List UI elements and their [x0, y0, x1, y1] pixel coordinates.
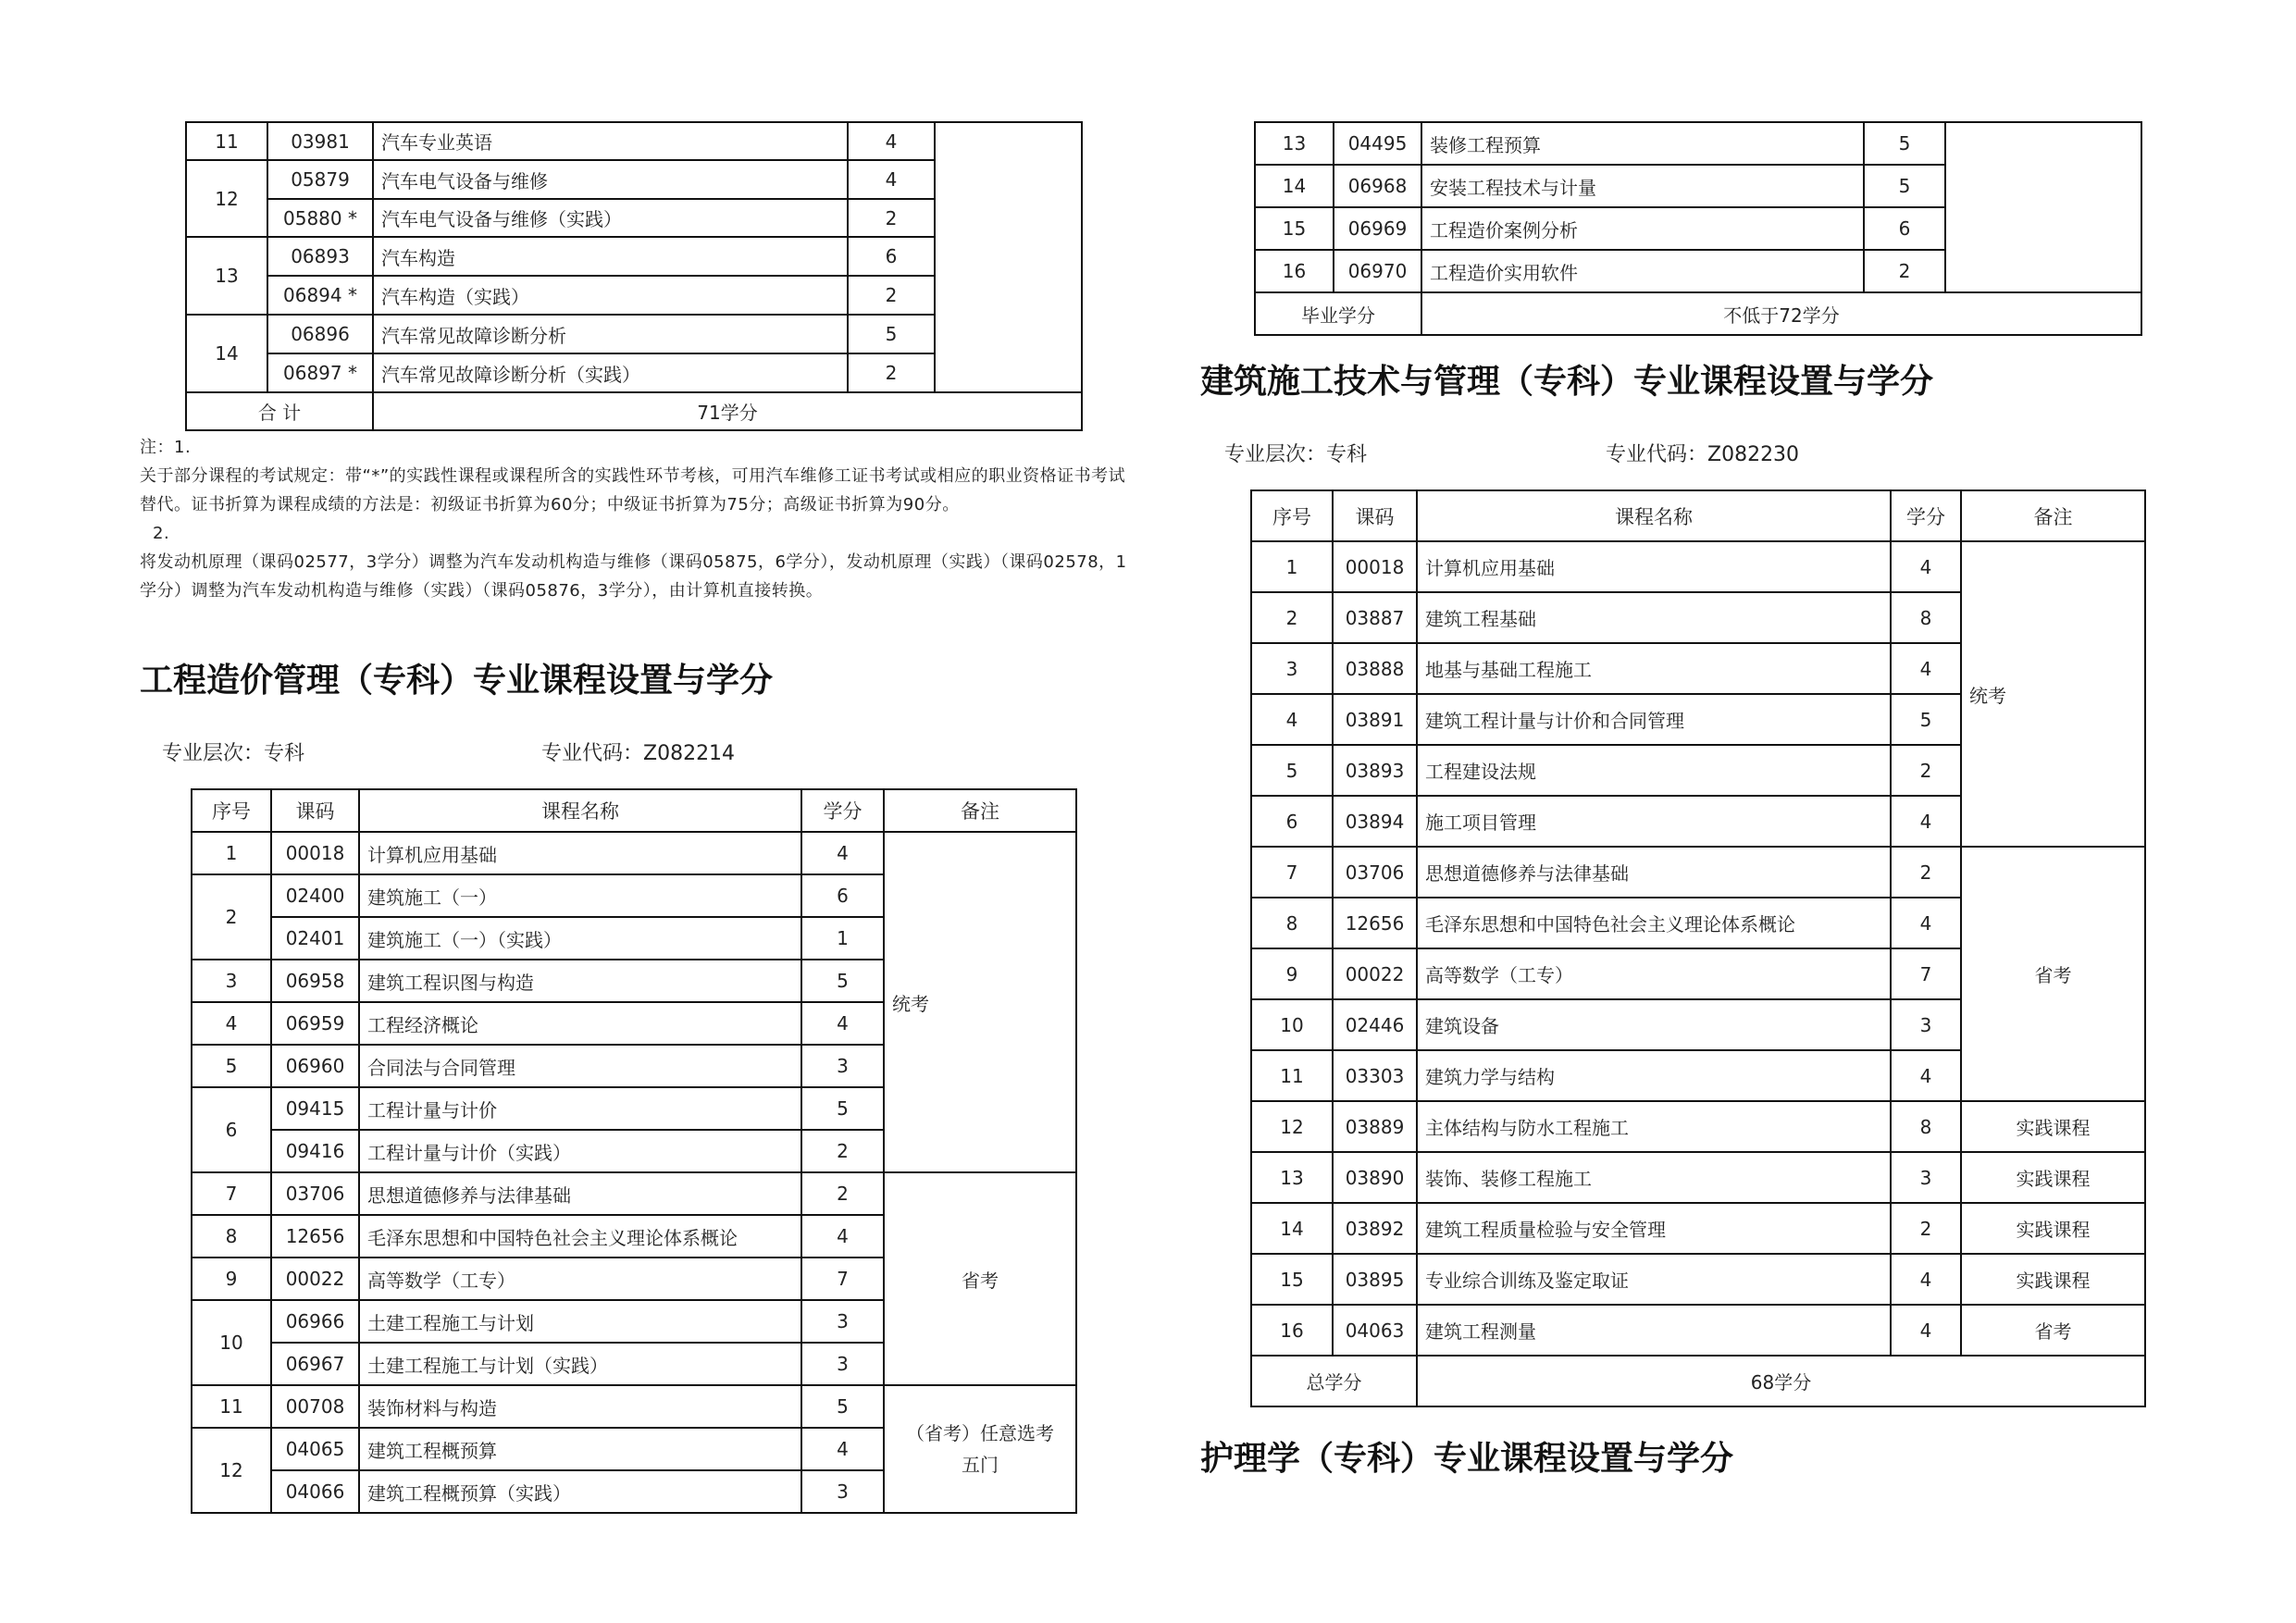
- table-row: [1251, 1101, 2145, 1152]
- row-no: 9: [192, 1258, 271, 1300]
- cost-mgmt-continued-table: [1254, 121, 2142, 336]
- course-code: 06969: [1334, 207, 1421, 250]
- course-name: 装修工程预算: [1421, 122, 1864, 165]
- row-no: 1: [192, 832, 271, 874]
- course-code: 04495: [1334, 122, 1421, 165]
- total-label: 总学分: [1251, 1356, 1417, 1406]
- major-level: 专业层次：专科: [1224, 443, 1368, 466]
- course-code: 06966: [271, 1300, 359, 1343]
- row-no: 7: [1251, 847, 1333, 898]
- row-no: 10: [1251, 999, 1333, 1050]
- course-code: 09415: [271, 1087, 359, 1130]
- course-name: 汽车电气设备与维修: [373, 160, 848, 199]
- credits: 5: [1864, 122, 1945, 165]
- course-name: 工程造价实用软件: [1421, 250, 1864, 292]
- table-row: [1251, 847, 2145, 898]
- header-no: 序号: [1251, 490, 1333, 541]
- course-code: 03891: [1333, 694, 1417, 745]
- remark-provincial-exam: 省考: [884, 1172, 1076, 1385]
- table-row: [1251, 1254, 2145, 1305]
- row-no: 13: [1255, 122, 1334, 165]
- course-name: 毛泽东思想和中国特色社会主义理论体系概论: [359, 1215, 801, 1258]
- course-code: 06894 *: [267, 276, 373, 315]
- remark-practical: 实践课程: [1961, 1254, 2145, 1305]
- course-name: 计算机应用基础: [359, 832, 801, 874]
- course-code: 03894: [1333, 796, 1417, 847]
- course-name: 汽车电气设备与维修（实践）: [373, 199, 848, 237]
- course-code: 03892: [1333, 1203, 1417, 1254]
- course-code: 06893: [267, 237, 373, 276]
- credits: 2: [801, 1172, 884, 1215]
- credits: 1: [801, 917, 884, 960]
- note-2-label: 2.: [153, 524, 170, 543]
- credits: 5: [801, 1385, 884, 1428]
- course-code: 03893: [1333, 745, 1417, 796]
- course-code: 02446: [1333, 999, 1417, 1050]
- course-name: 安装工程技术与计量: [1421, 165, 1864, 207]
- row-no: 9: [1251, 948, 1333, 999]
- credits: 3: [801, 1300, 884, 1343]
- course-name: 建筑工程识图与构造: [359, 960, 801, 1002]
- row-no: 5: [1251, 745, 1333, 796]
- credits: 6: [1864, 207, 1945, 250]
- credits: 3: [801, 1470, 884, 1513]
- credits: 7: [1891, 948, 1961, 999]
- credits: 4: [1891, 1254, 1961, 1305]
- section-title-nursing: 护理学（专科）专业课程设置与学分: [1200, 1439, 1734, 1478]
- row-no: 4: [192, 1002, 271, 1045]
- course-code: 02401: [271, 917, 359, 960]
- note-1-label: 注：1.: [140, 438, 192, 457]
- row-no: 8: [1251, 898, 1333, 948]
- course-code: 06896: [267, 315, 373, 353]
- credits: 2: [848, 199, 935, 237]
- major-level: 专业层次：专科: [162, 742, 305, 765]
- course-name: 汽车常见故障诊断分析（实践）: [373, 353, 848, 392]
- credits: 4: [1891, 796, 1961, 847]
- course-name: 汽车专业英语: [373, 122, 848, 160]
- credits: 6: [848, 237, 935, 276]
- course-code: 06960: [271, 1045, 359, 1087]
- course-code: 06958: [271, 960, 359, 1002]
- credits: 3: [801, 1045, 884, 1087]
- course-code: 06897 *: [267, 353, 373, 392]
- course-code: 00018: [1333, 541, 1417, 592]
- credits: 8: [1891, 592, 1961, 643]
- row-no: 8: [192, 1215, 271, 1258]
- course-name: 计算机应用基础: [1417, 541, 1891, 592]
- course-code: 05880 *: [267, 199, 373, 237]
- total-row: [186, 392, 1082, 430]
- section-title-construction-mgmt: 建筑施工技术与管理（专科）专业课程设置与学分: [1200, 362, 1934, 401]
- course-code: 06959: [271, 1002, 359, 1045]
- course-name: 装饰、装修工程施工: [1417, 1152, 1891, 1203]
- remark-practical: 实践课程: [1961, 1101, 2145, 1152]
- course-name: 高等数学（工专）: [1417, 948, 1891, 999]
- table-row: [1251, 1203, 2145, 1254]
- header-no: 序号: [192, 789, 271, 832]
- course-code: 00018: [271, 832, 359, 874]
- credits: 4: [848, 160, 935, 199]
- header-remark: 备注: [1961, 490, 2145, 541]
- course-name: 思想道德修养与法律基础: [1417, 847, 1891, 898]
- row-no: 12: [1251, 1101, 1333, 1152]
- row-no: 13: [186, 237, 267, 315]
- credits: 5: [1864, 165, 1945, 207]
- course-name: 毛泽东思想和中国特色社会主义理论体系概论: [1417, 898, 1891, 948]
- course-code: 02400: [271, 874, 359, 917]
- credits: 2: [1891, 745, 1961, 796]
- table-row: [1255, 122, 2141, 165]
- course-name: 土建工程施工与计划: [359, 1300, 801, 1343]
- credits: 2: [1891, 1203, 1961, 1254]
- row-no: 7: [192, 1172, 271, 1215]
- credits: 2: [1891, 847, 1961, 898]
- course-name: 合同法与合同管理: [359, 1045, 801, 1087]
- remark-practical: 实践课程: [1961, 1152, 2145, 1203]
- course-name: 工程计量与计价: [359, 1087, 801, 1130]
- course-code: 00022: [271, 1258, 359, 1300]
- row-no: 6: [192, 1087, 271, 1172]
- row-no: 16: [1251, 1305, 1333, 1356]
- course-code: 12656: [1333, 898, 1417, 948]
- table-row: [192, 1385, 1076, 1428]
- course-name: 汽车构造（实践）: [373, 276, 848, 315]
- table-row: [192, 1172, 1076, 1215]
- course-name: 工程经济概论: [359, 1002, 801, 1045]
- course-name: 施工项目管理: [1417, 796, 1891, 847]
- total-value: 68学分: [1417, 1356, 2145, 1406]
- credits: 2: [848, 276, 935, 315]
- row-no: 6: [1251, 796, 1333, 847]
- table-row: [186, 122, 1082, 160]
- credits: 8: [1891, 1101, 1961, 1152]
- note-1-text: 关于部分课程的考试规定：带“*”的实践性课程或课程所含的实践性环节考核，可用汽车维修工证书考试或相应的职业资格证书考试替代。证书折算为课程成绩的方法是：初级证书折算为60分；中级证书折算为75分；高级证书折算为90分。: [140, 466, 1126, 514]
- remark-unified-exam: 统考: [1961, 541, 2145, 847]
- course-name: 高等数学（工专）: [359, 1258, 801, 1300]
- remark-provincial: 省考: [1961, 1305, 2145, 1356]
- course-name: 建筑工程概预算: [359, 1428, 801, 1470]
- course-code: 06968: [1334, 165, 1421, 207]
- table-row: [1251, 1305, 2145, 1356]
- course-name: 建筑工程概预算（实践）: [359, 1470, 801, 1513]
- total-value: 不低于72学分: [1421, 292, 2141, 335]
- credits: 4: [1891, 898, 1961, 948]
- table-row: [1251, 1152, 2145, 1203]
- row-no: 13: [1251, 1152, 1333, 1203]
- credits: 2: [848, 353, 935, 392]
- row-no: 3: [1251, 643, 1333, 694]
- header-name: 课程名称: [359, 789, 801, 832]
- row-no: 1: [1251, 541, 1333, 592]
- table-header: [192, 789, 1076, 832]
- remark-cell: [1945, 122, 2141, 292]
- course-name: 建筑力学与结构: [1417, 1050, 1891, 1101]
- remark-elective: （省考）任意选考五门: [884, 1385, 1076, 1513]
- note-2-text: 将发动机原理（课码02577，3学分）调整为汽车发动机构造与维修（课码05875，6学分），发动机原理（实践）（课码02578，1学分）调整为汽车发动机构造与维修（实践）（课码05876，3学分），由计算机直接转换。: [140, 552, 1127, 601]
- row-no: 2: [192, 874, 271, 960]
- row-no: 14: [1251, 1203, 1333, 1254]
- credits: 4: [801, 1215, 884, 1258]
- credits: 6: [801, 874, 884, 917]
- row-no: 14: [186, 315, 267, 392]
- course-code: 03889: [1333, 1101, 1417, 1152]
- credits: 2: [1864, 250, 1945, 292]
- course-code: 04063: [1333, 1305, 1417, 1356]
- row-no: 15: [1251, 1254, 1333, 1305]
- credits: 5: [848, 315, 935, 353]
- credits: 3: [801, 1343, 884, 1385]
- section-title-cost-mgmt: 工程造价管理（专科）专业课程设置与学分: [140, 661, 774, 700]
- remark-provincial-exam: 省考: [1961, 847, 2145, 1101]
- table-row: [192, 832, 1076, 874]
- course-code: 03706: [271, 1172, 359, 1215]
- total-label: 毕业学分: [1255, 292, 1421, 335]
- cost-mgmt-course-table: [191, 788, 1077, 1514]
- row-no: 12: [192, 1428, 271, 1513]
- credits: 2: [801, 1130, 884, 1172]
- course-name: 建筑施工（一）（实践）: [359, 917, 801, 960]
- course-name: 建筑工程质量检验与安全管理: [1417, 1203, 1891, 1254]
- row-no: 12: [186, 160, 267, 237]
- course-name: 建筑施工（一）: [359, 874, 801, 917]
- row-no: 11: [192, 1385, 271, 1428]
- course-name: 汽车常见故障诊断分析: [373, 315, 848, 353]
- total-row: [1255, 292, 2141, 335]
- row-no: 10: [192, 1300, 271, 1385]
- course-name: 汽车构造: [373, 237, 848, 276]
- course-code: 03706: [1333, 847, 1417, 898]
- course-code: 12656: [271, 1215, 359, 1258]
- course-code: 03888: [1333, 643, 1417, 694]
- row-no: 15: [1255, 207, 1334, 250]
- credits: 7: [801, 1258, 884, 1300]
- course-code: 00022: [1333, 948, 1417, 999]
- credits: 3: [1891, 999, 1961, 1050]
- construction-mgmt-course-table: [1250, 489, 2146, 1407]
- course-name: 装饰材料与构造: [359, 1385, 801, 1428]
- course-code: 04066: [271, 1470, 359, 1513]
- course-code: 04065: [271, 1428, 359, 1470]
- credits: 4: [1891, 1050, 1961, 1101]
- row-no: 11: [1251, 1050, 1333, 1101]
- auto-course-table: [185, 121, 1083, 431]
- course-name: 建筑设备: [1417, 999, 1891, 1050]
- row-no: 5: [192, 1045, 271, 1087]
- row-no: 16: [1255, 250, 1334, 292]
- course-code: 06970: [1334, 250, 1421, 292]
- credits: 4: [801, 1428, 884, 1470]
- course-name: 建筑工程基础: [1417, 592, 1891, 643]
- header-remark: 备注: [884, 789, 1076, 832]
- credits: 4: [848, 122, 935, 160]
- major-code: 专业代码：Z082214: [541, 742, 736, 765]
- course-code: 03981: [267, 122, 373, 160]
- header-credits: 学分: [1891, 490, 1961, 541]
- course-code: 00708: [271, 1385, 359, 1428]
- header-code: 课码: [1333, 490, 1417, 541]
- credits: 4: [801, 1002, 884, 1045]
- credits: 5: [801, 1087, 884, 1130]
- course-code: 03895: [1333, 1254, 1417, 1305]
- total-row: [1251, 1356, 2145, 1406]
- row-no: 4: [1251, 694, 1333, 745]
- course-code: 09416: [271, 1130, 359, 1172]
- course-code: 03303: [1333, 1050, 1417, 1101]
- course-name: 专业综合训练及鉴定取证: [1417, 1254, 1891, 1305]
- credits: 4: [801, 832, 884, 874]
- credits: 5: [801, 960, 884, 1002]
- course-name: 建筑工程计量与计价和合同管理: [1417, 694, 1891, 745]
- notes-block: [140, 433, 1139, 605]
- course-name: 建筑工程测量: [1417, 1305, 1891, 1356]
- credits: 4: [1891, 541, 1961, 592]
- course-code: 06967: [271, 1343, 359, 1385]
- course-name: 地基与基础工程施工: [1417, 643, 1891, 694]
- course-name: 思想道德修养与法律基础: [359, 1172, 801, 1215]
- table-row: [1251, 541, 2145, 592]
- course-name: 工程计量与计价（实践）: [359, 1130, 801, 1172]
- course-code: 03887: [1333, 592, 1417, 643]
- table-header: [1251, 490, 2145, 541]
- major-code: 专业代码：Z082230: [1606, 443, 1800, 466]
- course-code: 03890: [1333, 1152, 1417, 1203]
- row-no: 3: [192, 960, 271, 1002]
- total-label: 合 计: [186, 392, 373, 430]
- row-no: 2: [1251, 592, 1333, 643]
- header-name: 课程名称: [1417, 490, 1891, 541]
- credits: 3: [1891, 1152, 1961, 1203]
- course-name: 工程建设法规: [1417, 745, 1891, 796]
- course-name: 工程造价案例分析: [1421, 207, 1864, 250]
- credits: 4: [1891, 643, 1961, 694]
- course-code: 05879: [267, 160, 373, 199]
- row-no: 11: [186, 122, 267, 160]
- course-name: 土建工程施工与计划（实践）: [359, 1343, 801, 1385]
- remark-practical: 实践课程: [1961, 1203, 2145, 1254]
- total-value: 71学分: [373, 392, 1082, 430]
- remark-cell: [935, 122, 1082, 392]
- credits: 5: [1891, 694, 1961, 745]
- row-no: 14: [1255, 165, 1334, 207]
- remark-unified-exam: 统考: [884, 832, 1076, 1172]
- header-credits: 学分: [801, 789, 884, 832]
- header-code: 课码: [271, 789, 359, 832]
- course-name: 主体结构与防水工程施工: [1417, 1101, 1891, 1152]
- credits: 4: [1891, 1305, 1961, 1356]
